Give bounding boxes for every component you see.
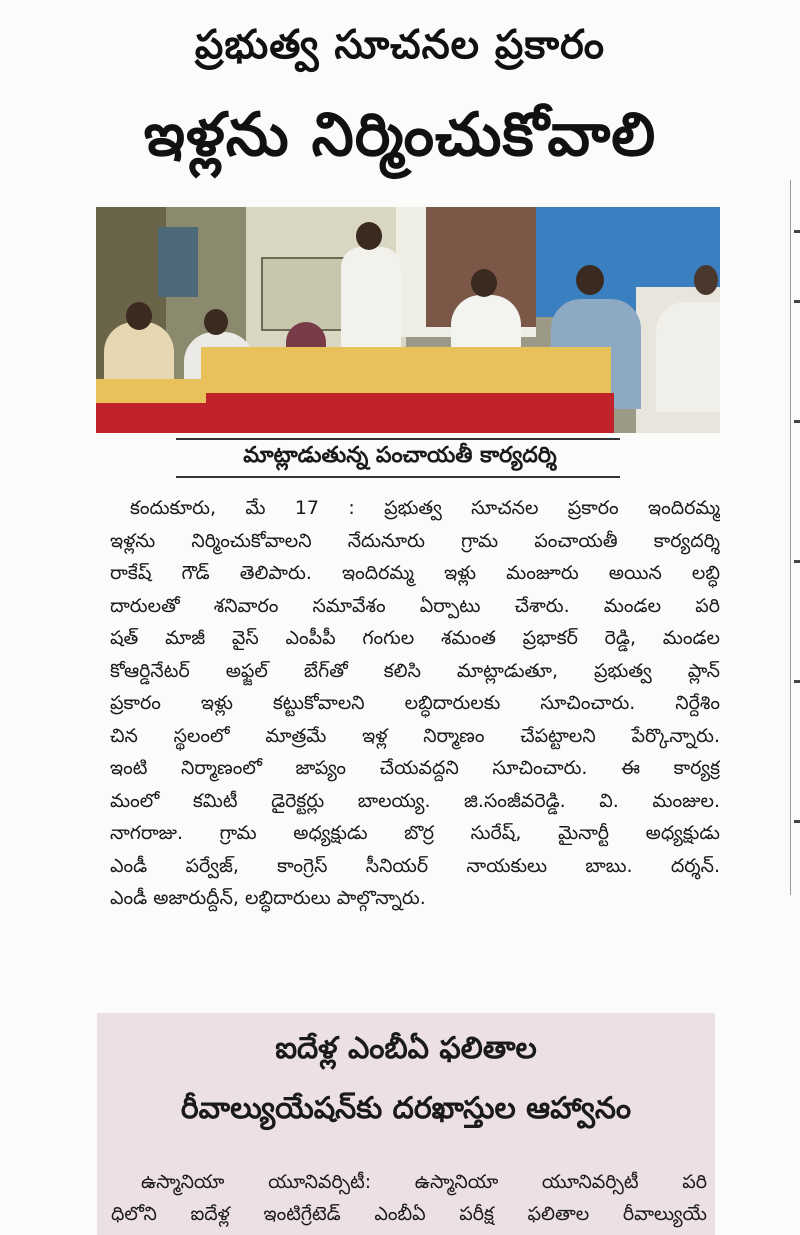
adjacent-column-fragment bbox=[794, 560, 800, 563]
news-photo bbox=[96, 207, 720, 433]
caption-rule-bottom bbox=[176, 476, 620, 478]
article-line: దారులతో శనివారం సమావేశం ఏర్పాటు చేశారు. మండల పరి bbox=[110, 594, 720, 617]
adjacent-column-fragment bbox=[794, 680, 800, 683]
article-line: కోఆర్డినేటర్ అఫ్జల్ బేగ్‌తో కలిసి మాట్లాడుతూ, ప్రభుత్వ ప్లాన్ bbox=[110, 659, 720, 682]
box-headline-line-1: ఐదేళ్ల ఎంబీఏ ఫలితాల bbox=[275, 1031, 537, 1066]
article-line: నాగరాజు. గ్రామ అధ్యక్షుడు బొర్ర సురేష్, మైనార్టీ అధ్యక్షుడు bbox=[110, 822, 720, 844]
article-line: మంలో కమిటీ డైరెక్టర్లు బాలయ్య. జి.సంజీవరెడ్డి. వి. మంజుల. bbox=[110, 789, 720, 812]
article-body bbox=[110, 492, 720, 915]
related-news-box bbox=[97, 1013, 715, 1235]
adjacent-column-fragment bbox=[794, 230, 800, 233]
headline-line-1: ప్రభుత్వ సూచనల ప్రకారం bbox=[194, 22, 606, 68]
article-line: ఎండీ పర్వేజ్, కాంగ్రెస్ సీనియర్ నాయకులు బాబు. దర్శన్. bbox=[110, 854, 720, 877]
article-line: ఇంటి నిర్మాణంలో జాప్యం చేయవద్దని సూచించారు. ఈ కార్యక్ర bbox=[110, 757, 720, 779]
article-line: కందుకూరు, మే 17 : ప్రభుత్వ సూచనల ప్రకారం ఇందిరమ్మ bbox=[130, 497, 720, 519]
article-line: షత్ మాజీ వైస్ ఎంపీపీ గంగుల శమంత ప్రభాకర్ రెడ్డి, మండల bbox=[110, 627, 720, 649]
box-headline-line-2: రీవాల్యుయేషన్‌కు దరఖాస్తుల ఆహ్వానం bbox=[180, 1091, 632, 1126]
adjacent-column-fragment bbox=[794, 820, 800, 823]
adjacent-column-fragment bbox=[794, 420, 800, 423]
article-line: ఇళ్లను నిర్మించుకోవాలని నేదునూరు గ్రామ పంచాయతీ కార్యదర్శి bbox=[110, 529, 720, 552]
photo-caption: మాట్లాడుతున్న పంచాయతీ కార్యదర్శి bbox=[243, 443, 557, 468]
article-line: ప్రకారం ఇళ్లు కట్టుకోవాలని లబ్ధిదారులకు సూచించారు. నిర్దేశిం bbox=[110, 692, 720, 714]
headline-line-2: ఇళ్లను నిర్మించుకోవాలి bbox=[143, 100, 657, 170]
caption-rule-top bbox=[176, 438, 620, 440]
article-line: చిన స్థలంలో మాత్రమే ఇళ్ల నిర్మాణం చేపట్టాలని పేర్కొన్నారు. bbox=[110, 724, 720, 747]
adjacent-column-fragment bbox=[794, 300, 800, 303]
box-line: ధిలోని ఐదేళ్ల ఇంటిగ్రేటెడ్ ఎంబీఏ పరీక్ష ఫలితాల రీవాల్యుయే bbox=[111, 1203, 707, 1225]
article-line: ఎండీ అజారుద్దీన్, లబ్ధిదారులు పాల్గొన్నారు. bbox=[110, 887, 426, 909]
box-line: ఉస్మానియా యూనివర్సిటీ: ఉస్మానియా యూనివర్సిటీ పరి bbox=[141, 1171, 707, 1193]
column-divider bbox=[790, 180, 791, 895]
box-body bbox=[111, 1166, 707, 1230]
article-line: రాకేష్ గౌడ్ తెలిపారు. ఇందిరమ్మ ఇళ్లు మంజూరు అయిన లబ్ధి bbox=[110, 562, 720, 584]
